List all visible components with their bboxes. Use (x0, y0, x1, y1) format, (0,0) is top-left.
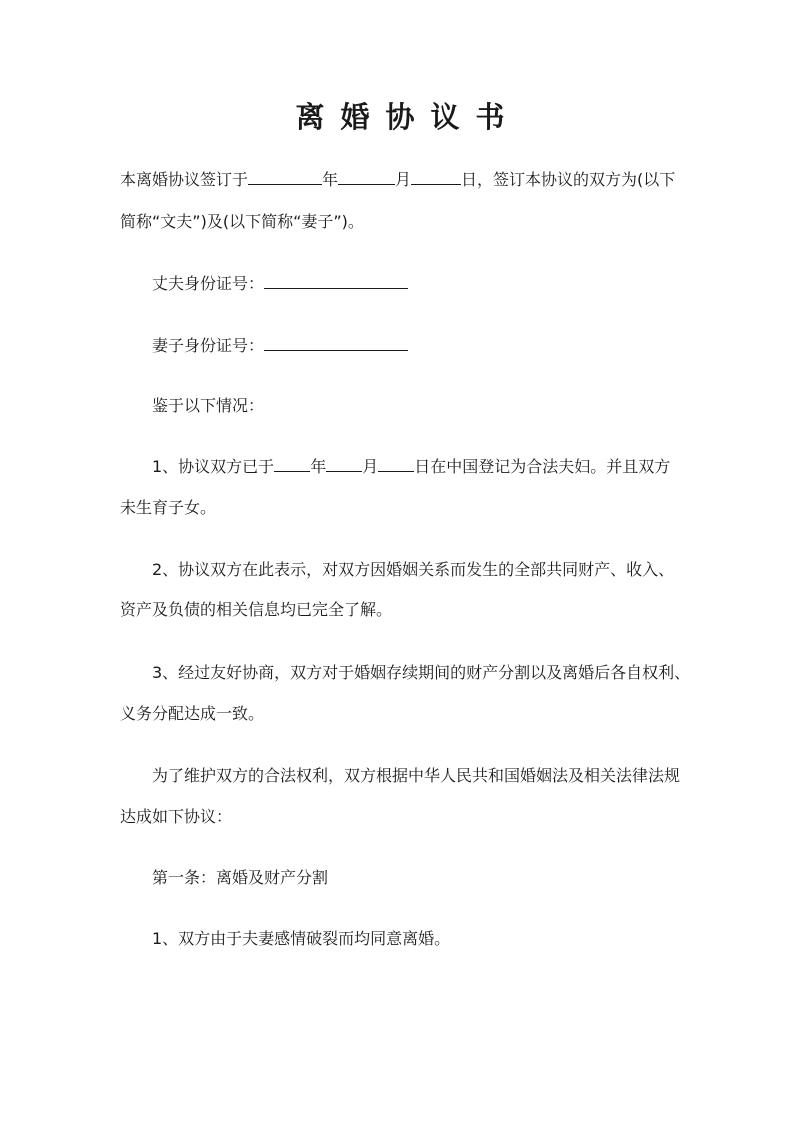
whereas-heading: 鉴于以下情况： (152, 396, 265, 415)
item-1-prefix: 1、协议双方已于 (152, 457, 275, 476)
article-1-item-1: 1、双方由于夫妻感情破裂而均同意离婚。 (152, 929, 451, 948)
day-blank[interactable] (411, 168, 461, 185)
item-1-suffix: 日在中国登记为合法夫妇。并且双方 (414, 457, 671, 476)
marriage-month-blank[interactable] (326, 455, 362, 472)
husband-id-label: 丈夫身份证号： (152, 274, 265, 293)
item-3-line-1: 3、经过友好协商，双方对于婚姻存续期间的财产分割以及离婚后各自权利、 (152, 663, 691, 682)
intro-line-2: 简称“文夫”)及(以下简称“妻子”)。 (120, 212, 364, 231)
wife-id-blank[interactable] (264, 334, 408, 351)
month-blank[interactable] (338, 168, 395, 185)
intro-text: 本离婚协议签订于 (120, 170, 249, 189)
husband-id-blank[interactable] (264, 272, 408, 289)
year-blank[interactable] (248, 168, 322, 185)
intro-month-label: 月 (395, 170, 412, 189)
item-1-month-label: 月 (362, 457, 379, 476)
document-title: 离婚协议书 (295, 100, 521, 134)
item-3-line-2: 义务分配达成一致。 (120, 704, 265, 723)
intro-day-label: 日，签订本协议的双方为(以下 (461, 170, 676, 189)
preamble-line-1: 为了维护双方的合法权利，双方根据中华人民共和国婚姻法及相关法律法规 (152, 766, 681, 785)
husband-id-row (152, 272, 722, 296)
wife-id-label: 妻子身份证号： (152, 336, 265, 355)
item-1-year-label: 年 (310, 457, 327, 476)
intro-line-1 (120, 168, 690, 192)
item-2-line-2: 资产及负债的相关信息均已完全了解。 (120, 600, 393, 619)
wife-id-row (152, 334, 722, 358)
intro-year-label: 年 (322, 170, 339, 189)
item-1-line-1 (152, 455, 722, 479)
item-1-line-2: 未生育子女。 (120, 498, 217, 517)
preamble-line-2: 达成如下协议： (120, 807, 233, 826)
article-1-heading: 第一条：离婚及财产分割 (152, 868, 329, 887)
item-2-line-1: 2、协议双方在此表示，对双方因婚姻关系而发生的全部共同财产、收入、 (152, 560, 675, 579)
marriage-day-blank[interactable] (378, 455, 414, 472)
marriage-year-blank[interactable] (274, 455, 310, 472)
